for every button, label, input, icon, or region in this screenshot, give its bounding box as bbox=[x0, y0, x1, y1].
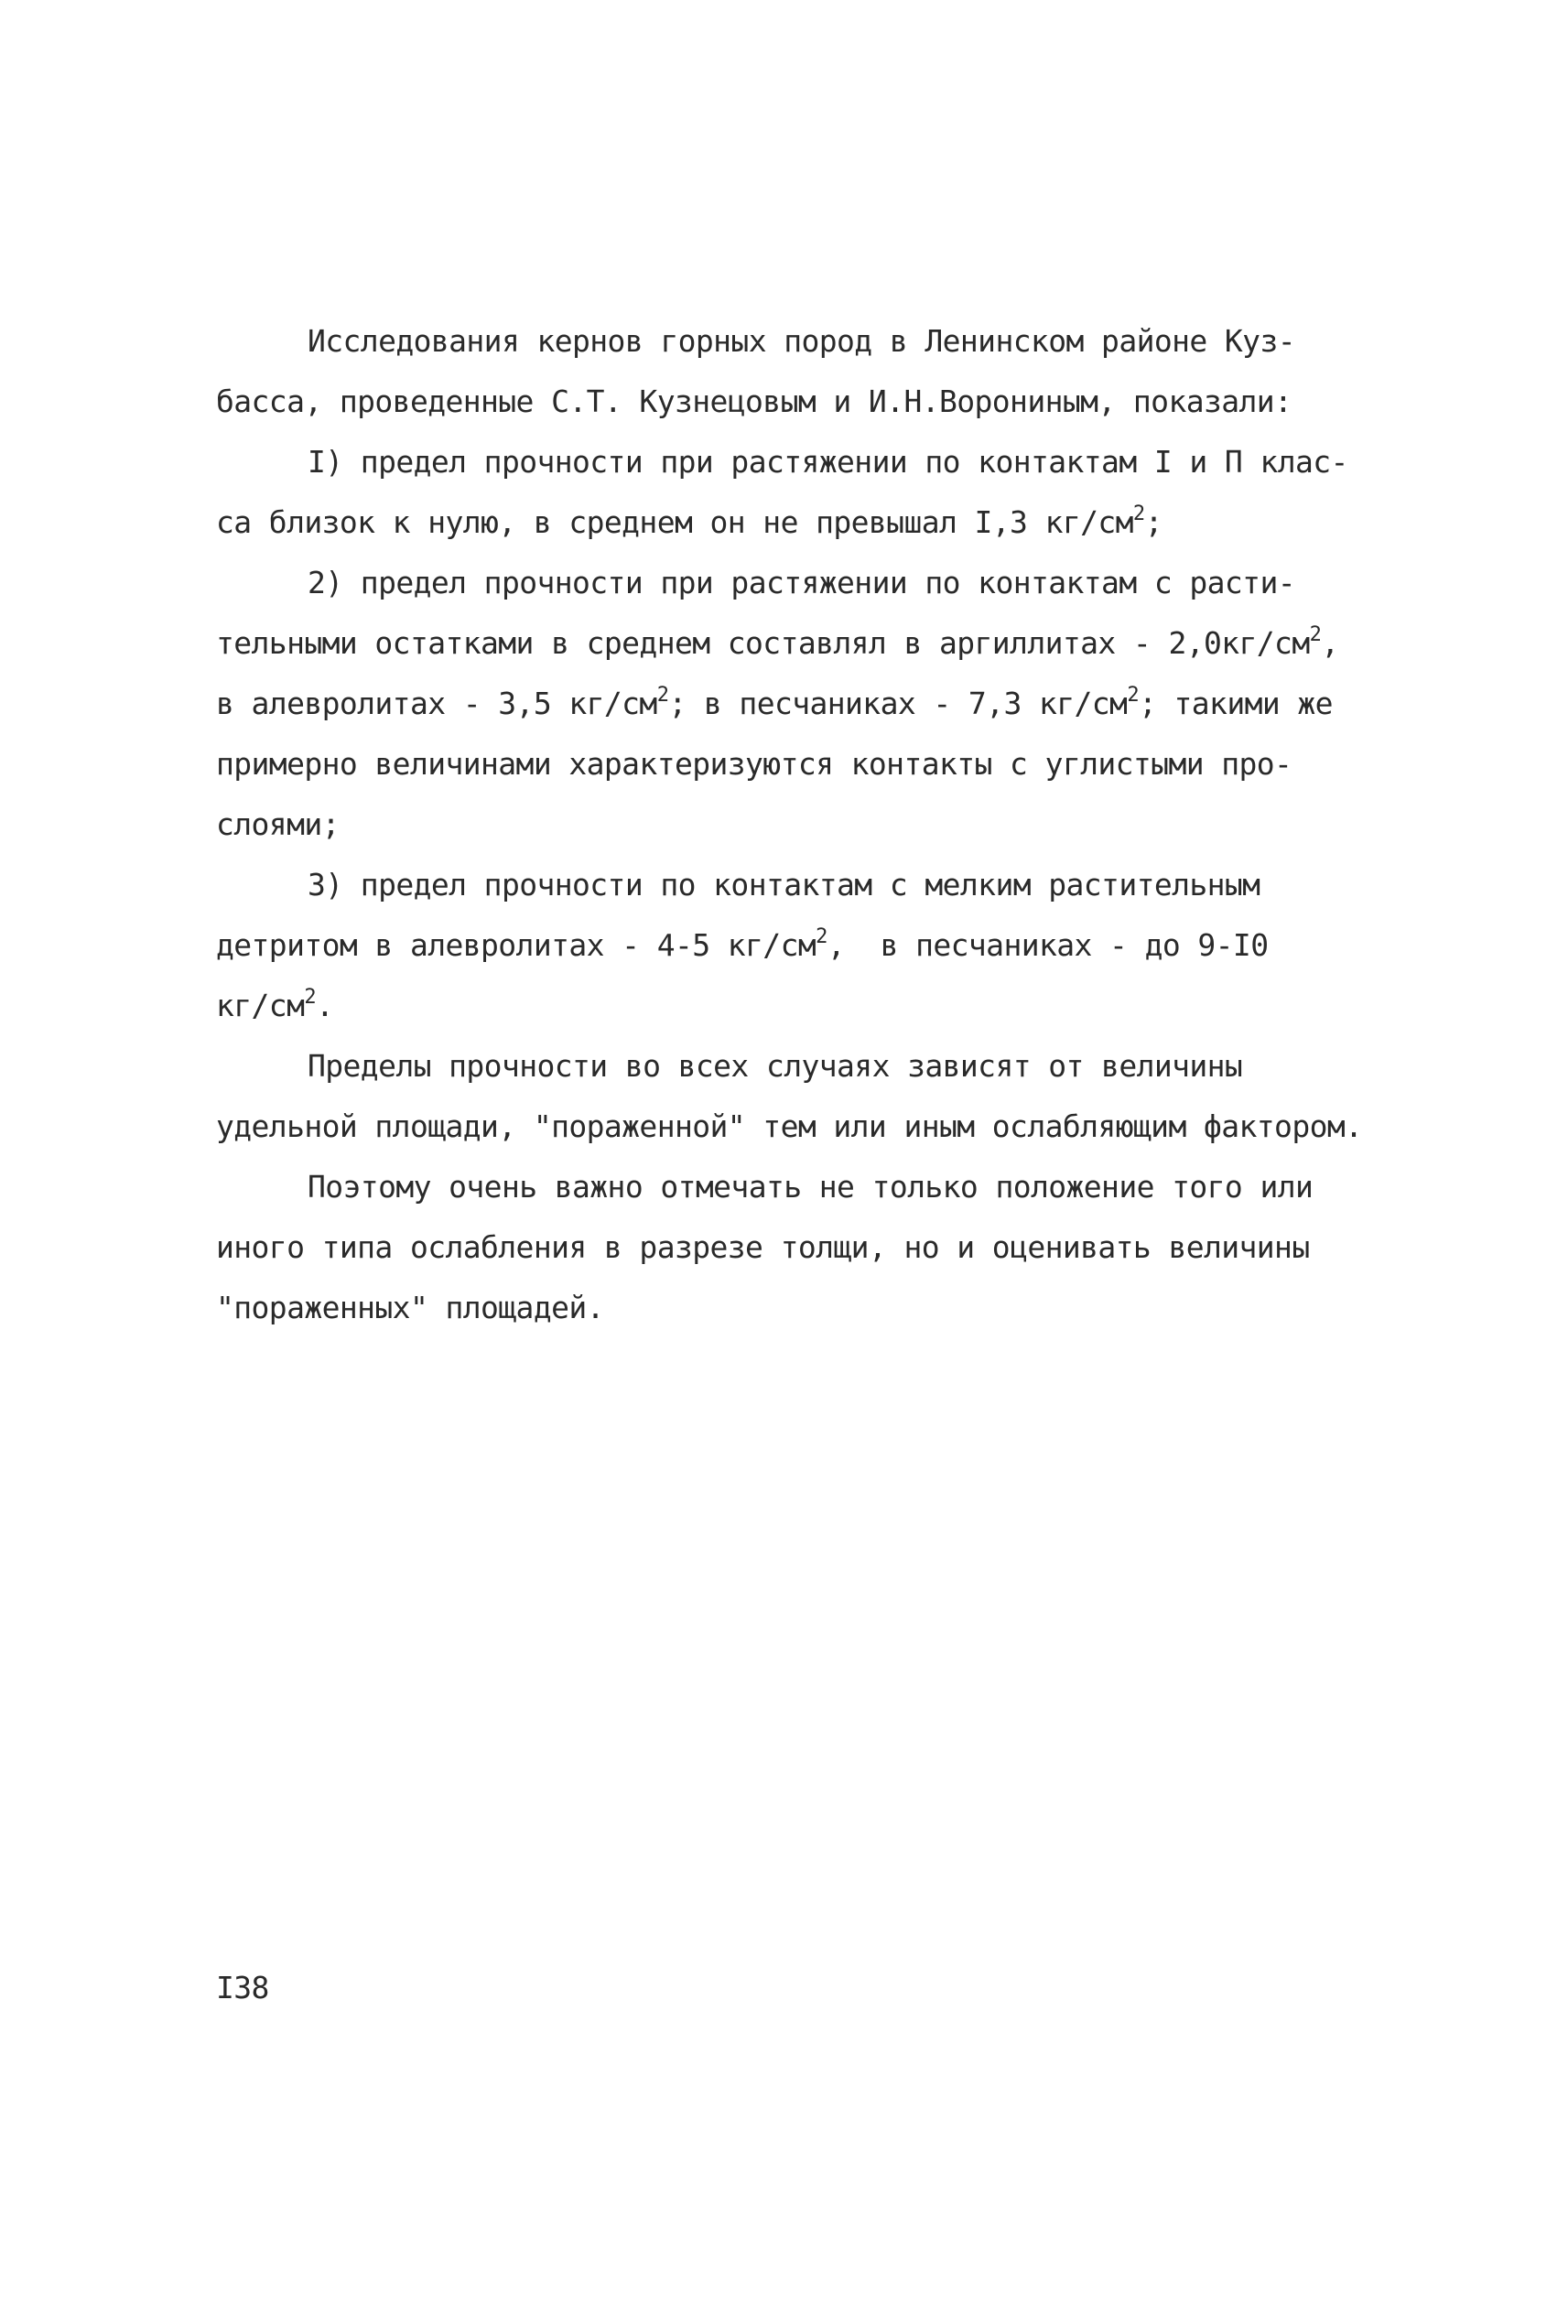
text-line bbox=[216, 1217, 1397, 1278]
text-segment: ; в песчаниках - 7,3 кг/см bbox=[668, 686, 1128, 721]
text-line bbox=[216, 976, 1397, 1036]
superscript: 2 bbox=[656, 684, 669, 707]
text-segment: Пределы прочности во всех случаях зависят от величины bbox=[308, 1048, 1243, 1084]
text-segment: . bbox=[316, 988, 334, 1023]
superscript: 2 bbox=[1309, 623, 1322, 646]
text-segment: детритом в алевролитах - 4-5 кг/см bbox=[216, 927, 816, 963]
text-segment: в алевролитах - 3,5 кг/см bbox=[216, 686, 657, 721]
body-text bbox=[216, 311, 1397, 1338]
text-line bbox=[216, 674, 1397, 734]
superscript: 2 bbox=[816, 925, 827, 948]
text-segment: "пораженных" площадей. bbox=[216, 1290, 604, 1325]
text-segment: примерно величинами характеризуются контакты с углистыми про- bbox=[216, 746, 1292, 782]
text-line bbox=[216, 613, 1397, 674]
text-segment: Поэтому очень важно отмечать не только положение того или bbox=[308, 1169, 1314, 1205]
text-segment: 3) предел прочности по контактам с мелким растительным bbox=[308, 867, 1260, 903]
text-segment: , в песчаниках - до 9-I0 bbox=[827, 927, 1269, 963]
text-line bbox=[216, 432, 1397, 492]
text-segment: удельной площади, "пораженной" тем или иным ослабляющим фактором. bbox=[216, 1108, 1363, 1144]
text-line bbox=[216, 311, 1397, 372]
text-segment: I) предел прочности при растяжении по контактам I и П клас- bbox=[308, 444, 1348, 480]
text-line bbox=[216, 372, 1397, 432]
text-segment: кг/см bbox=[216, 988, 305, 1023]
page-number: I38 bbox=[216, 1970, 269, 2005]
superscript: 2 bbox=[1132, 503, 1145, 525]
text-segment: тельными остатками в среднем составлял в аргиллитах - 2,0кг/см bbox=[216, 625, 1310, 661]
text-segment: слоями; bbox=[216, 806, 340, 842]
text-line bbox=[216, 492, 1397, 553]
text-line bbox=[216, 1036, 1397, 1097]
text-line bbox=[216, 553, 1397, 613]
text-line bbox=[216, 1097, 1397, 1157]
text-segment: ; такими же bbox=[1138, 686, 1333, 721]
text-segment: , bbox=[1321, 625, 1339, 661]
superscript: 2 bbox=[304, 986, 316, 1009]
text-segment: ; bbox=[1144, 504, 1162, 540]
text-line bbox=[216, 734, 1397, 794]
text-segment: иного типа ослабления в разрезе толщи, но и оценивать величины bbox=[216, 1229, 1310, 1265]
text-line bbox=[216, 855, 1397, 915]
text-line bbox=[216, 1278, 1397, 1338]
text-segment: 2) предел прочности при растяжении по контактам с расти- bbox=[308, 565, 1295, 600]
text-line bbox=[216, 915, 1397, 976]
text-segment: са близок к нулю, в среднем он не превышал I,3 кг/см bbox=[216, 504, 1133, 540]
text-line bbox=[216, 1157, 1397, 1217]
superscript: 2 bbox=[1127, 684, 1139, 707]
text-segment: Исследования кернов горных пород в Ленинском районе Куз- bbox=[308, 323, 1295, 359]
text-line bbox=[216, 794, 1397, 855]
text-segment: бассa, проведенные С.Т. Кузнецовым и И.Н.Ворониным, показали: bbox=[216, 384, 1292, 419]
